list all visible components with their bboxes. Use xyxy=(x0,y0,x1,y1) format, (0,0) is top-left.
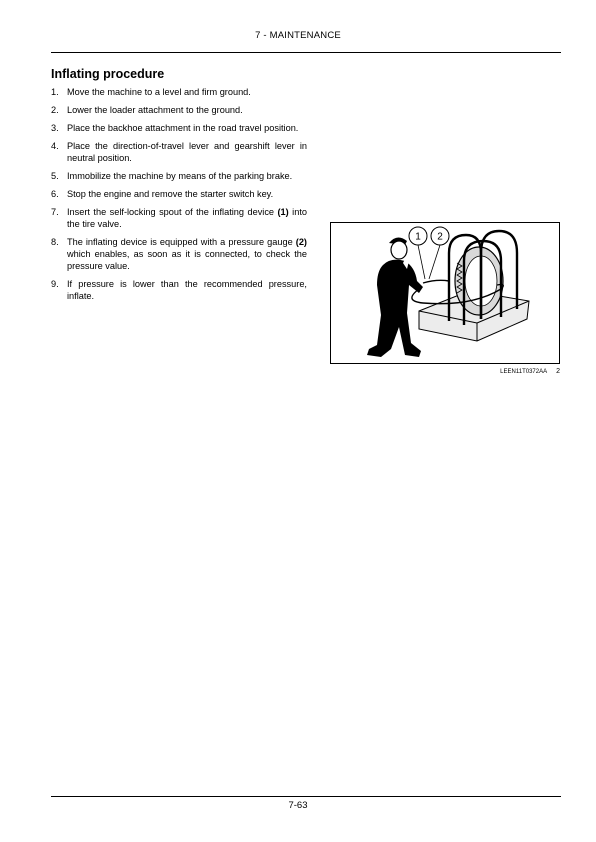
section-title: Inflating procedure xyxy=(51,67,165,81)
step-item: 2. Lower the loader attachment to the ground. xyxy=(51,105,243,115)
step-item: 4. Place the direction-of-travel lever and gearshift lever in neutral position. xyxy=(51,141,307,163)
page-number: 7-63 xyxy=(288,800,308,811)
figure-number: 2 xyxy=(556,368,560,375)
step-item: 1. Move the machine to a level and firm ground. xyxy=(51,87,251,97)
inflation-illustration xyxy=(330,222,560,364)
footer-rule xyxy=(51,796,561,797)
running-header: 7 - MAINTENANCE xyxy=(255,30,341,41)
callout-2-label: 2 xyxy=(437,231,443,243)
step-item: 3. Place the backhoe attachment in the road travel position. xyxy=(51,123,299,133)
image-code: LEEN11T0372AA xyxy=(500,369,548,375)
figure-caption xyxy=(330,368,560,375)
step-item: 7. Insert the self-locking spout of the inflating device (1) into the tire valve. xyxy=(51,207,307,229)
procedure-steps xyxy=(51,86,307,308)
step-item: 9. If pressure is lower than the recommended pressure, inflate. xyxy=(51,279,307,301)
step-item: 6. Stop the engine and remove the starter switch key. xyxy=(51,189,274,199)
step-item: 8. The inflating device is equipped with a pressure gauge (2) which enables, as soon as it is connected, to check the pressure value. xyxy=(51,237,307,271)
step-item: 5. Immobilize the machine by means of the parking brake. xyxy=(51,171,293,181)
mechanic-figure xyxy=(367,237,423,357)
header-rule xyxy=(51,52,561,53)
callout-reference: (2) xyxy=(295,237,307,247)
callout-1-label: 1 xyxy=(415,231,421,243)
callout-reference: (1) xyxy=(277,207,289,217)
mechanic-inflating-tire-drawing xyxy=(331,223,559,363)
